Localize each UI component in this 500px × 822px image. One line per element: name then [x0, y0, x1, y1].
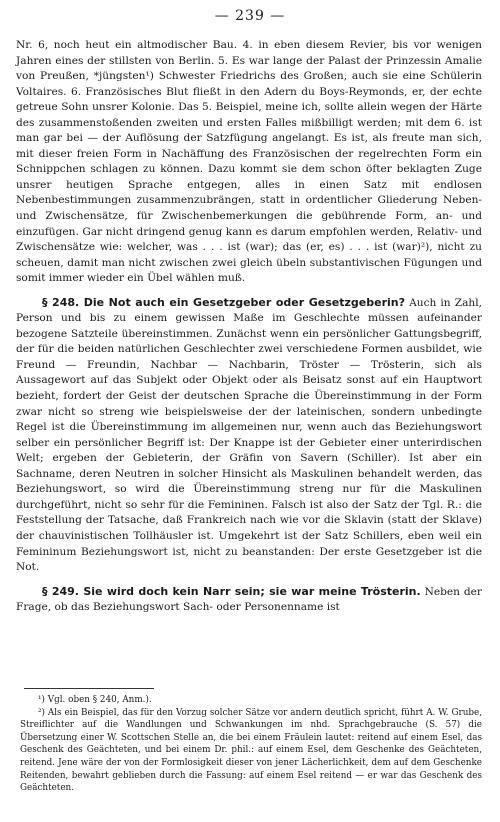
- section-text-249: Neben der Frage, ob das Beziehungswort Sach- oder Personenname ist: [16, 585, 482, 614]
- section-title-248: § 248. Die Not auch ein Gesetzgeber oder Gesetzgeberin?: [42, 295, 405, 309]
- footnote-divider: [24, 688, 154, 689]
- paragraph-section-249: [16, 584, 482, 616]
- paragraph-section-248: [16, 295, 482, 576]
- section-text-248: Auch in Zahl, Person und bis zu einem gewissen Maße im Geschlechte müssen aufeinander bezogene Satzteile übereinstimmen. Zunächst wenn ein persönlicher Gattungsbegriff, der für die beiden natürlichen Geschlechter zwei verschiedene Formen ausbildet, wie Freund — Freundin, Nachbar — Nachbarin, Tröster — Trösterin, sich als Aussagewort auf das Subjekt oder Objekt oder als Beisatz sonst auf ein Hauptwort bezieht, fordert der Geist der deutschen Sprache die Übereinstimmung in der Form zwar nicht so streng wie beispielsweise der der lateinischen, sondern unbedingte Regel ist die Übereinstimmung im allgemeinen nur, wenn auch das Beziehungswort selber ein persönlicher Begriff ist: Der Knappe ist der Gebieter einer unterirdischen Welt; ergeben der Gebieterin, der Gräfin von Savern (Schiller). Ist aber ein Sachname, deren Neutren in solcher Hinsicht als Maskulinen behandelt werden, das Beziehungswort, so wird die Übereinstimmung streng nur für die Maskulinen durchgeführt, nicht so sehr für die Femininen. Falsch ist also der Satz der Tgl. R.: die Feststellung der Tatsache, daß Frankreich nach wie vor die Sklavin (statt der Sklave) der chauvinistischen Tollhäusler ist. Umgekehrt ist der Satz Schillers, eben weil ein Femininum Beziehungswort ist, nicht zu beanstanden: Der erste Gesetzgeber ist die Not.: [16, 296, 482, 574]
- section-title-249: § 249. Sie wird doch kein Narr sein; sie war meine Trösterin.: [42, 584, 421, 598]
- main-text: [16, 38, 482, 616]
- paragraph-continuation: Nr. 6, noch heut ein altmodischer Bau. 4. in eben diesem Revier, bis vor wenigen Jahren eines der stillsten von Berlin. 5. Es war lange der Palast der Prinzessin Amalie von Preußen, *jüngsten¹) Schwester Friedrichs des Großen, auch sie eine Schülerin Voltaires. 6. Französisches Blut fließt in den Adern du Boys-Reymonds, er, der echte getreue Sohn unsrer Kolonie. Das 5. Beispiel, meine ich, sollte allein wegen der Härte des zusammenstoßenden zweiten und ersten Falles mißbilligt werden; mit dem 6. ist man gar bei — der Auflösung der Satzfügung angelangt. Es ist, als freute man sich, mit dieser freien Form in Nachäffung des Französischen der regelrechten Form ein Schnippchen schlagen zu können. Dazu kommt sie dem schon öfter beklagten Zuge unsrer heutigen Sprache entgegen, alles in einen Satz mit endlosen Nebenbestimmungen zusammenzubrängen, statt in ordentlicher Gliederung Neben- und Zwischensätze, für Zwischenbemerkungen die gebührende Form, an- und einzufügen. Gar nicht dringend genug kann es darum empfohlen werden, Relativ- und Zwischensätze wie: welcher, was . . . ist (war); das (er, es) . . . ist (war)²), nicht zu scheuen, damit man nicht zwischen zwei gleich übeln substantivischen Fügungen und somit immer wieder ein Übel wählen muß.: [16, 39, 482, 285]
- footnote-1: ¹) Vgl. oben § 240, Anm.).: [38, 695, 152, 705]
- footnote-2: ²) Als ein Beispiel, das für den Vorzug solcher Sätze vor andern deutlich spricht, führt A. W. Grube, Streiflichter auf die Wandlungen und Schwankungen im nhd. Sprachgebrauche (S. 57) die Übersetzung einer W. Scottschen Stelle an, die bei einem Fräulein lautet: reitend auf einem Esel, das Geschenk des Geächteten, und bei einem Dr. phil.: auf einem Esel, dem Geschenke des Geächteten, reitend. Jene wäre der von der Formlosigkeit dieser von jener Lächerlichkeit, dem auf dem Geschenke Reitenden, bewahrt geblieben durch die Fassung: auf einem Esel reitend — er war das Geschenk des Geächteten.: [20, 707, 482, 794]
- footnotes: [20, 694, 482, 795]
- page-number: — 239 —: [214, 8, 286, 24]
